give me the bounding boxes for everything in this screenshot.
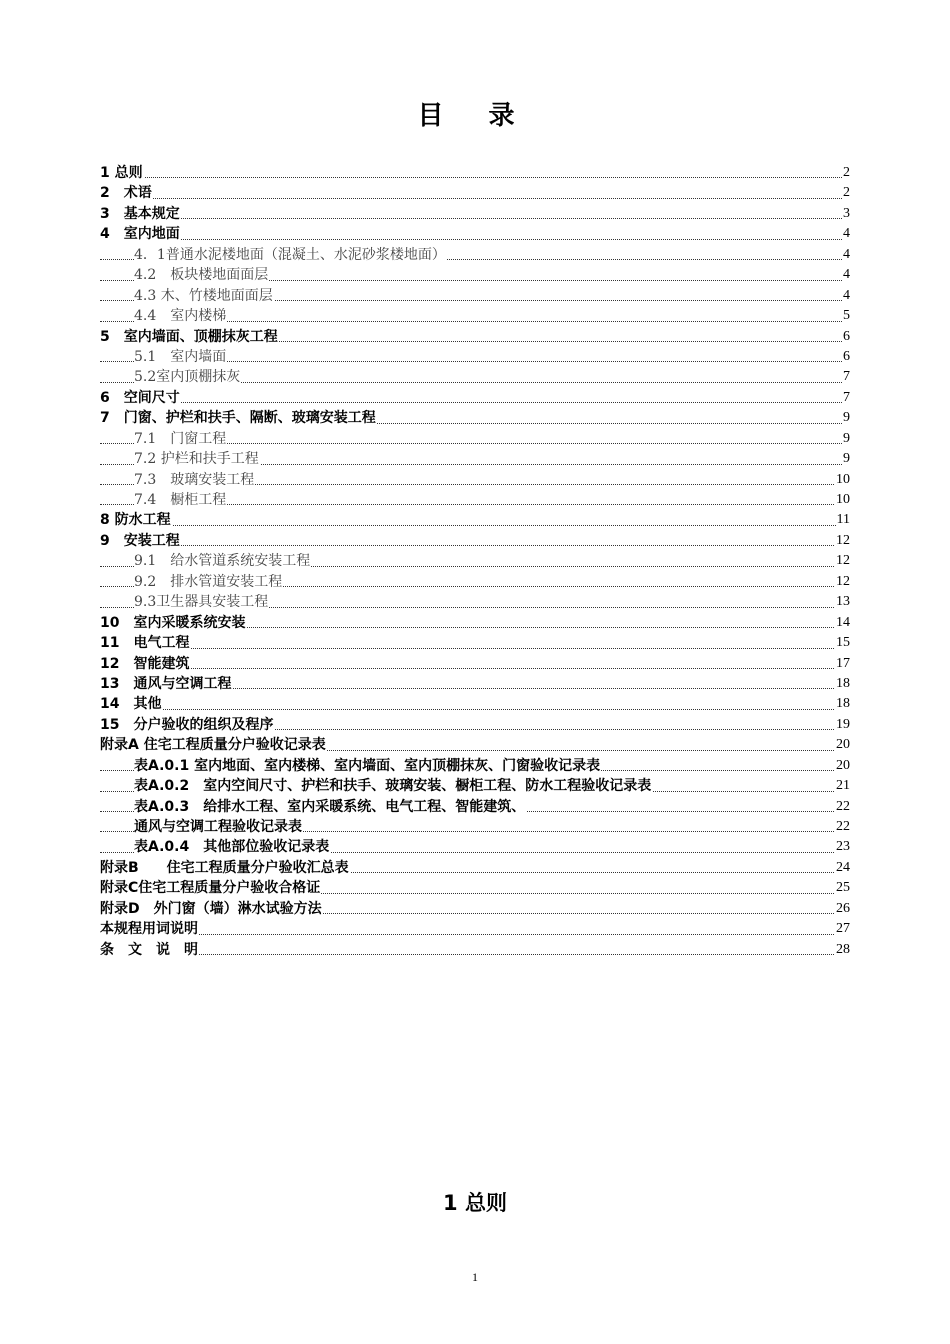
dot-leader bbox=[100, 402, 850, 403]
toc-entry[interactable] bbox=[100, 797, 850, 817]
toc-entry-label: 表A.0.1 室内地面、室内楼梯、室内墙面、室内顶棚抹灰、门窗验收记录表 bbox=[134, 756, 601, 776]
toc-entry[interactable] bbox=[100, 919, 850, 939]
toc-entry[interactable] bbox=[100, 674, 850, 694]
toc-entry-label: 5.1 室内墙面 bbox=[134, 347, 227, 367]
toc-entry-label: 附录C住宅工程质量分户验收合格证 bbox=[100, 878, 321, 898]
toc-entry[interactable] bbox=[100, 224, 850, 244]
toc-entry[interactable] bbox=[100, 367, 850, 387]
toc-entry[interactable] bbox=[100, 858, 850, 878]
toc-entry[interactable] bbox=[100, 388, 850, 408]
toc-entry-page: 4 bbox=[842, 265, 850, 285]
table-of-contents bbox=[100, 163, 850, 960]
toc-entry[interactable] bbox=[100, 735, 850, 755]
dot-leader bbox=[100, 934, 850, 935]
toc-title: 目 录 bbox=[417, 101, 533, 131]
toc-entry-page: 23 bbox=[835, 837, 850, 857]
toc-entry-label: 7 门窗、护栏和扶手、隔断、玻璃安装工程 bbox=[100, 408, 377, 428]
toc-entry-label: 9.2 排水管道安装工程 bbox=[134, 572, 283, 592]
toc-entry[interactable] bbox=[100, 551, 850, 571]
toc-entry[interactable] bbox=[100, 490, 850, 510]
toc-entry[interactable] bbox=[100, 654, 850, 674]
toc-entry-page: 18 bbox=[835, 674, 850, 694]
toc-entry-page: 7 bbox=[842, 388, 850, 408]
toc-entry[interactable] bbox=[100, 940, 850, 960]
toc-entry-label: 12 智能建筑 bbox=[100, 654, 190, 674]
toc-entry-label: 11 电气工程 bbox=[100, 633, 190, 653]
toc-entry[interactable] bbox=[100, 817, 850, 837]
dot-leader bbox=[100, 648, 850, 649]
toc-entry-page: 6 bbox=[842, 347, 850, 367]
toc-entry-page: 2 bbox=[842, 163, 850, 183]
toc-entry[interactable] bbox=[100, 408, 850, 428]
toc-entry-label: 4．1普通水泥楼地面（混凝土、水泥砂浆楼地面） bbox=[134, 245, 447, 265]
toc-entry-page: 13 bbox=[835, 592, 850, 612]
dot-leader bbox=[100, 198, 850, 199]
toc-entry-label: 4.3 木、竹楼地面面层 bbox=[134, 286, 274, 306]
toc-entry[interactable] bbox=[100, 633, 850, 653]
toc-entry-page: 14 bbox=[835, 613, 850, 633]
toc-entry-page: 19 bbox=[835, 715, 850, 735]
toc-entry-label: 15 分户验收的组织及程序 bbox=[100, 715, 274, 735]
toc-entry-label: 附录B 住宅工程质量分户验收汇总表 bbox=[100, 858, 350, 878]
toc-entry-label: 9 安装工程 bbox=[100, 531, 181, 551]
section-heading: 1 总则 bbox=[443, 1191, 507, 1215]
toc-entry-page: 20 bbox=[835, 735, 850, 755]
toc-entry-page: 7 bbox=[842, 367, 850, 387]
toc-entry[interactable] bbox=[100, 470, 850, 490]
toc-entry[interactable] bbox=[100, 572, 850, 592]
toc-entry-page: 9 bbox=[842, 449, 850, 469]
dot-leader bbox=[100, 239, 850, 240]
toc-entry[interactable] bbox=[100, 510, 850, 530]
toc-entry-page: 2 bbox=[842, 183, 850, 203]
toc-entry-page: 25 bbox=[835, 878, 850, 898]
page-number: 1 bbox=[472, 1270, 478, 1284]
toc-entry-label: 10 室内采暖系统安装 bbox=[100, 613, 246, 633]
toc-entry-label: 通风与空调工程验收记录表 bbox=[134, 817, 303, 837]
toc-entry[interactable] bbox=[100, 347, 850, 367]
toc-entry[interactable] bbox=[100, 776, 850, 796]
toc-entry-label: 9.1 给水管道系统安装工程 bbox=[134, 551, 311, 571]
dot-leader bbox=[100, 954, 850, 955]
toc-entry-label: 表A.0.3 给排水工程、室内采暖系统、电气工程、智能建筑、 bbox=[134, 797, 526, 817]
toc-entry[interactable] bbox=[100, 327, 850, 347]
toc-entry-page: 10 bbox=[835, 470, 850, 490]
toc-entry[interactable] bbox=[100, 613, 850, 633]
toc-entry-label: 9.3卫生器具安装工程 bbox=[134, 592, 269, 612]
toc-entry[interactable] bbox=[100, 592, 850, 612]
toc-entry[interactable] bbox=[100, 245, 850, 265]
toc-entry-label: 7.3 玻璃安装工程 bbox=[134, 470, 255, 490]
toc-entry-label: 4.2 板块楼地面面层 bbox=[134, 265, 269, 285]
toc-entry-label: 附录A 住宅工程质量分户验收记录表 bbox=[100, 735, 327, 755]
toc-entry-page: 26 bbox=[835, 899, 850, 919]
toc-entry-label: 3 基本规定 bbox=[100, 204, 181, 224]
toc-entry-label: 7.4 橱柜工程 bbox=[134, 490, 227, 510]
toc-entry-page: 9 bbox=[842, 408, 850, 428]
toc-entry[interactable] bbox=[100, 694, 850, 714]
toc-entry-label: 1 总则 bbox=[100, 163, 144, 183]
toc-entry-label: 4 室内地面 bbox=[100, 224, 181, 244]
dot-leader bbox=[100, 525, 850, 526]
toc-entry-label: 2 术语 bbox=[100, 183, 153, 203]
toc-entry-page: 12 bbox=[835, 531, 850, 551]
toc-entry[interactable] bbox=[100, 306, 850, 326]
toc-entry-page: 9 bbox=[842, 429, 850, 449]
toc-entry-label: 13 通风与空调工程 bbox=[100, 674, 232, 694]
dot-leader bbox=[100, 177, 850, 178]
toc-entry-label: 附录D 外门窗（墙）淋水试验方法 bbox=[100, 899, 323, 919]
toc-entry[interactable] bbox=[100, 899, 850, 919]
toc-entry-label: 14 其他 bbox=[100, 694, 162, 714]
toc-entry-label: 本规程用词说明 bbox=[100, 919, 199, 939]
toc-entry-page: 28 bbox=[835, 940, 850, 960]
toc-entry-page: 15 bbox=[835, 633, 850, 653]
toc-entry-page: 10 bbox=[835, 490, 850, 510]
toc-entry-label: 7.2 护栏和扶手工程 bbox=[134, 449, 260, 469]
toc-entry-label: 4.4 室内楼梯 bbox=[134, 306, 227, 326]
toc-entry-label: 表A.0.2 室内空间尺寸、护栏和扶手、玻璃安装、橱柜工程、防水工程验收记录表 bbox=[134, 776, 652, 796]
toc-entry-page: 4 bbox=[842, 245, 850, 265]
toc-entry-label: 7.1 门窗工程 bbox=[134, 429, 227, 449]
toc-entry-page: 22 bbox=[835, 797, 850, 817]
toc-entry-page: 11 bbox=[836, 510, 850, 530]
toc-entry[interactable] bbox=[100, 878, 850, 898]
toc-entry[interactable] bbox=[100, 715, 850, 735]
toc-entry-page: 5 bbox=[842, 306, 850, 326]
toc-entry-label: 8 防水工程 bbox=[100, 510, 172, 530]
toc-entry-page: 27 bbox=[835, 919, 850, 939]
toc-entry-page: 18 bbox=[835, 694, 850, 714]
toc-entry[interactable] bbox=[100, 756, 850, 776]
toc-entry-page: 12 bbox=[835, 572, 850, 592]
dot-leader bbox=[100, 709, 850, 710]
dot-leader bbox=[100, 218, 850, 219]
toc-entry-page: 6 bbox=[842, 327, 850, 347]
toc-entry[interactable] bbox=[100, 265, 850, 285]
toc-entry-page: 3 bbox=[842, 204, 850, 224]
toc-entry[interactable] bbox=[100, 429, 850, 449]
toc-entry[interactable] bbox=[100, 183, 850, 203]
toc-entry[interactable] bbox=[100, 449, 850, 469]
toc-entry[interactable] bbox=[100, 286, 850, 306]
toc-entry-page: 21 bbox=[835, 776, 850, 796]
toc-entry[interactable] bbox=[100, 837, 850, 857]
toc-entry-page: 17 bbox=[835, 654, 850, 674]
toc-entry-label: 5.2室内顶棚抹灰 bbox=[134, 367, 241, 387]
toc-entry-page: 4 bbox=[842, 224, 850, 244]
toc-entry-page: 20 bbox=[835, 756, 850, 776]
toc-entry-page: 4 bbox=[842, 286, 850, 306]
dot-leader bbox=[100, 668, 850, 669]
toc-entry[interactable] bbox=[100, 531, 850, 551]
toc-entry[interactable] bbox=[100, 163, 850, 183]
toc-entry-page: 12 bbox=[835, 551, 850, 571]
toc-entry-label: 表A.0.4 其他部位验收记录表 bbox=[134, 837, 330, 857]
toc-entry-page: 24 bbox=[835, 858, 850, 878]
dot-leader bbox=[100, 545, 850, 546]
toc-entry-label: 5 室内墙面、顶棚抹灰工程 bbox=[100, 327, 279, 347]
toc-entry-page: 22 bbox=[835, 817, 850, 837]
toc-entry-label: 条 文 说 明 bbox=[100, 940, 199, 960]
toc-entry-label: 6 空间尺寸 bbox=[100, 388, 181, 408]
toc-entry[interactable] bbox=[100, 204, 850, 224]
